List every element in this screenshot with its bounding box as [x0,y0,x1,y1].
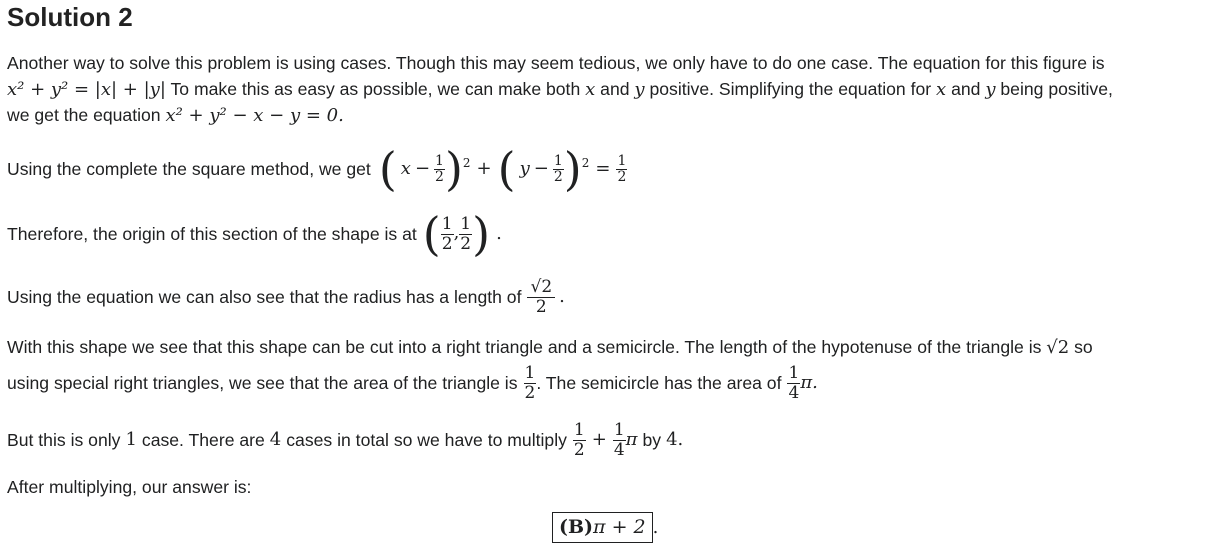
p5-text-c: using special right triangles, we see that the area of the triangle is [7,373,518,393]
paragraph-5-line-2 [7,358,818,408]
paragraph-3 [7,206,502,262]
origin-x: $\frac{1}{2}$ [441,213,453,254]
simplified-equation: x² + y² − x − y = 0. [165,105,344,126]
answer-period: . [652,517,659,538]
p1-text-e: we get the equation [7,105,161,125]
origin-point: ( $\frac{1}{2}$ , $\frac{1}{2}$ ) . [422,207,502,261]
answer-box [552,512,653,543]
exponent-2: 2 [581,155,590,170]
paragraph-1-line-2 [7,78,1113,101]
p6-text-d: by [642,430,662,450]
var-x: x [585,79,596,100]
one-case: 1 [125,429,137,450]
var-y: y [634,79,645,100]
answer-label: (B) [559,516,594,538]
origin-y: $\frac{1}{2}$ [460,213,472,254]
p4-text: Using the equation we can also see that the radius has a length of [7,287,522,307]
multiply-fraction-quarter: $\frac{1}{4}$ [613,419,625,460]
radius-fraction: $\frac{√2}{2}$ [527,278,555,317]
fraction-one-half: $\frac{1}{2}$ [435,152,444,185]
p2-text: Using the complete the square method, we get [7,159,371,179]
paragraph-6: But this is only 1 case. There are 4 cases in total so we have to multiply $\frac{1}{2}$ + $\frac{1}{4}$ π by 4. [7,419,684,460]
eq-var-x: x [400,158,411,179]
p1-text-b: To make this as easy as possible, we can make both [170,79,581,99]
p6-text-b: case. There are [141,430,265,450]
p7-text: After multiplying, our answer is: [7,477,252,497]
p5-text-a: With this shape we see that this shape can be cut into a right triangle and a semicircle. The length of the hypotenuse of the triangle is [7,337,1042,357]
exponent: 2 [462,155,471,170]
and-word-2: and [951,79,981,99]
var-x-2: x [936,79,947,100]
var-y-2: y [985,79,996,100]
triangle-area-fraction: $\frac{1}{2}$ [524,362,536,403]
p5-text-b: so [1074,337,1093,357]
paragraph-7 [7,476,251,498]
paragraph-2 [7,140,627,198]
p5-text-d: . The semicircle has the area of [536,373,782,393]
equation-figure: x² + y² = |x| + |y| [7,79,166,100]
solution-heading: Solution 2 [7,2,133,32]
multiply-fraction-half: $\frac{1}{2}$ [573,419,585,460]
paragraph-1-line-3 [7,104,344,127]
by-four: 4. [666,429,684,450]
final-answer [552,512,658,543]
paragraph-4: Using the equation we can also see that the radius has a length of $\frac{√2}{2}$ . [7,276,565,317]
semicircle-area-fraction: $\frac{1}{4}$ [788,362,800,403]
paragraph-5-line-1 [7,336,1093,359]
four-cases: 4 [269,429,282,450]
completed-square-equation: ( x − $\frac{1}{2}$ ) $^2$ + ( y − $\frac{1}{2}$ ) $^2$ = $\frac{1}{2}$ [378,142,627,196]
pi-symbol-2: π [625,429,638,450]
p6-text-c: cases in total so we have to multiply [286,430,567,450]
p6-text-a: But this is only [7,430,121,450]
and-word: and [600,79,630,99]
pi-symbol: π. [800,372,818,393]
answer-expression: π + 2 [593,516,646,538]
sqrt-two: √2 [1046,337,1070,358]
p1-text-a: Another way to solve this problem is using cases. Though this may seem tedious, we only have to do one case. The equation for this figure is [7,53,1105,73]
p1-text-d: being positive, [1000,79,1113,99]
eq-var-y: y [519,158,530,179]
p1-text-c: positive. Simplifying the equation for [649,79,932,99]
fraction-one-half-2: $\frac{1}{2}$ [553,152,563,185]
paragraph-1-line-1 [7,52,1105,74]
p3-text: Therefore, the origin of this section of the shape is at [7,224,417,244]
fraction-rhs: $\frac{1}{2}$ [617,152,627,185]
